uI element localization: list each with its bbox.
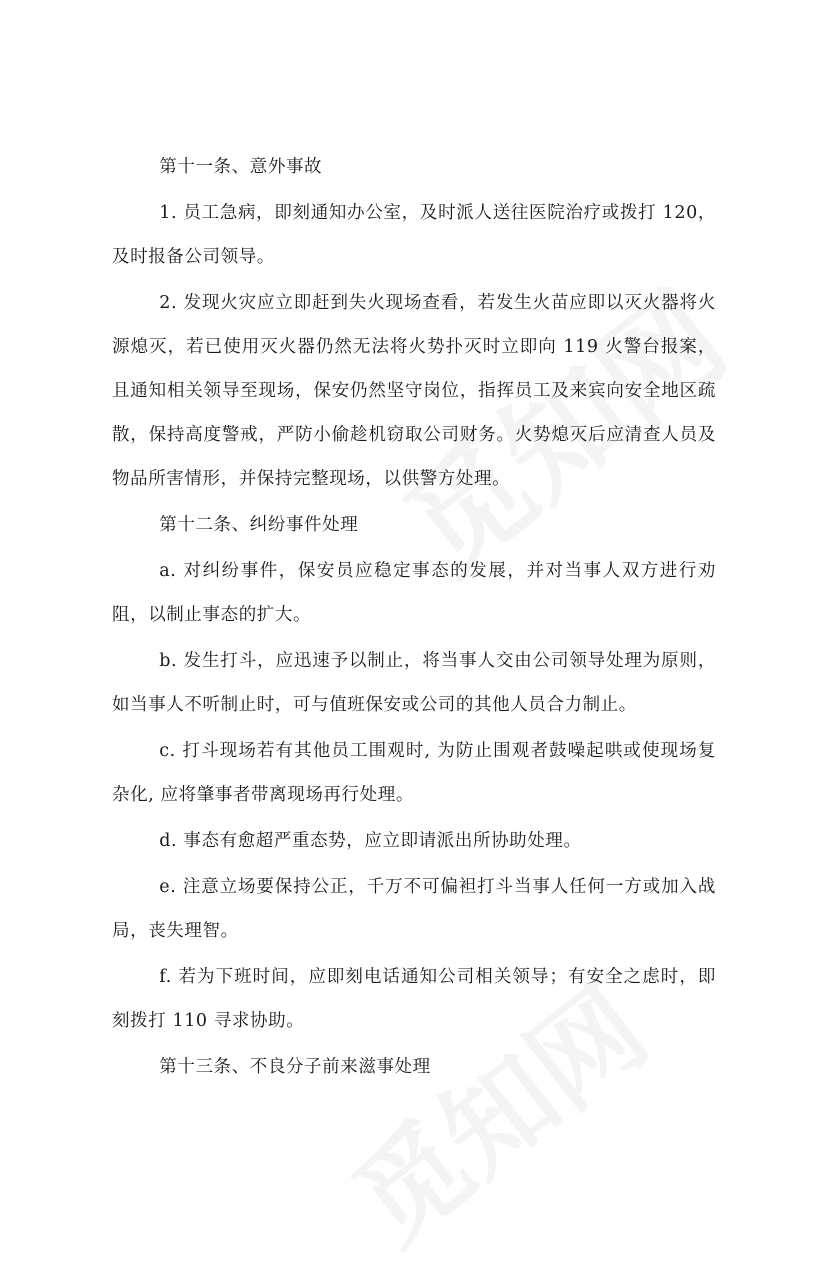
paragraph-12-e: e. 注意立场要保持公正，千万不可偏袒打斗当事人任何一方或加入战局，丧失理智。 bbox=[112, 877, 716, 941]
paragraph-12-b: b. 发生打斗，应迅速予以制止，将当事人交由公司领导处理为原则，如当事人不听制止时，可与值班保安或公司的其他人员合力制止。 bbox=[112, 651, 716, 715]
paragraph-11-2: 2. 发现火灾应立即赶到失火现场查看，若发生火苗应即以灭火器将火源熄灭，若已使用灭火器仍然无法将火势扑灭时立即向 119 火警台报案，且通知相关领导至现场，保安仍然坚守岗位，指挥员工及来宾向安全地区疏散，保持高度警戒，严防小偷趁机窃取公司财务。火势熄灭后应清查人员及物品所害情形，并保持完整现场，以供警方处理。 bbox=[112, 293, 716, 489]
paragraph-11-1: 1. 员工急病，即刻通知办公室，及时派人送往医院治疗或拨打 120，及时报备公司领导。 bbox=[112, 203, 716, 267]
article-11-heading: 第十一条、意外事故 bbox=[159, 157, 323, 177]
paragraph-12-f: f. 若为下班时间，应即刻电话通知公司相关领导；有安全之虑时，即刻拨打 110 寻求协助。 bbox=[112, 967, 716, 1031]
paragraph-12-c: c. 打斗现场若有其他员工围观时, 为防止围观者鼓噪起哄或使现场复杂化, 应将肇事者带离现场再行处理。 bbox=[112, 741, 716, 805]
paragraph-12-a: a. 对纠纷事件，保安员应稳定事态的发展，并对当事人双方进行劝阻，以制止事态的扩大。 bbox=[112, 561, 716, 625]
article-13-heading: 第十三条、不良分子前来滋事处理 bbox=[159, 1057, 431, 1077]
article-12-heading: 第十二条、纠纷事件处理 bbox=[159, 515, 359, 535]
document-body bbox=[112, 145, 716, 1091]
paragraph-12-d: d. 事态有愈超严重态势，应立即请派出所协助处理。 bbox=[159, 831, 582, 851]
